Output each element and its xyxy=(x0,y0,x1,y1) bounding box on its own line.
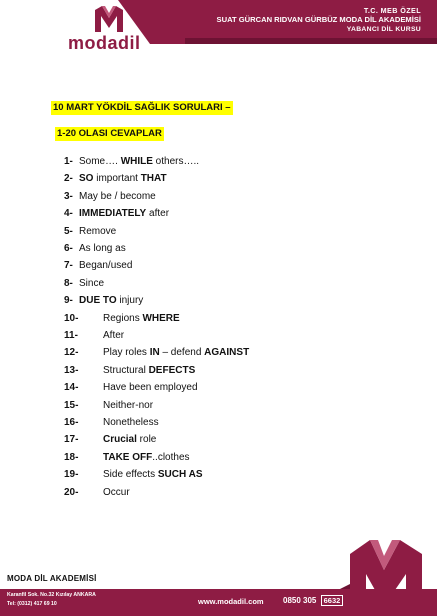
answer-fragment: ..clothes xyxy=(152,451,190,463)
answer-number: 20- xyxy=(64,486,79,498)
phone-box: 6632 xyxy=(321,595,344,606)
phone-prefix: 0850 xyxy=(283,596,301,605)
answer-fragment: Some…. xyxy=(79,156,121,167)
answer-text xyxy=(103,467,203,482)
document-subtitle: 1-20 OLASI CEVAPLAR xyxy=(57,128,162,139)
footer-phone xyxy=(283,595,343,606)
answer-number: 10- xyxy=(64,312,79,324)
answer-fragment: Side effects xyxy=(103,469,158,481)
answer-keyword: THAT xyxy=(140,173,167,185)
answer-number: 12- xyxy=(64,347,79,359)
answer-text xyxy=(79,276,104,291)
answer-fragment: Regions xyxy=(103,312,143,324)
answer-number: 5- xyxy=(64,225,73,237)
answer-number: 6- xyxy=(64,243,73,254)
answer-text xyxy=(79,258,132,273)
answer-fragment: Structural xyxy=(103,364,149,376)
answer-text xyxy=(79,154,199,169)
institution-line-3: YABANCI DİL KURSU xyxy=(346,26,421,33)
answer-keyword: WHILE xyxy=(120,156,153,167)
answer-keyword: IN xyxy=(149,347,160,359)
answer-number: 4- xyxy=(64,208,73,220)
answer-keyword: SUCH AS xyxy=(157,469,203,481)
answer-fragment: Neither-nor xyxy=(103,399,154,411)
answer-fragment: important xyxy=(93,173,141,185)
answer-fragment: After xyxy=(103,330,125,341)
answer-fragment: Occur xyxy=(103,486,130,498)
answer-number: 3- xyxy=(64,190,73,202)
answer-text xyxy=(103,363,195,378)
page-header xyxy=(0,0,437,66)
answer-fragment: after xyxy=(146,208,170,220)
answer-text xyxy=(79,171,167,186)
answer-text xyxy=(103,398,153,413)
answer-text xyxy=(103,328,124,343)
answer-text xyxy=(103,415,159,430)
answer-number: 11- xyxy=(64,330,78,341)
footer-address: Karanfil Sok. No.32 Kızılay ANKARA xyxy=(7,592,96,598)
answer-number: 8- xyxy=(64,277,73,289)
modadil-logo-icon xyxy=(93,4,125,34)
answer-fragment: injury xyxy=(116,295,144,307)
answer-keyword: Crucial xyxy=(103,434,137,446)
answer-keyword: IMMEDIATELY xyxy=(79,208,147,220)
answer-text xyxy=(79,206,169,221)
answer-fragment: – defend xyxy=(159,347,205,359)
answer-fragment: Since xyxy=(79,277,105,289)
answer-number: 14- xyxy=(64,382,79,394)
answer-keyword: DEFECTS xyxy=(148,364,196,376)
answer-fragment: Play roles xyxy=(103,347,150,359)
footer-website-link[interactable]: www.modadil.com xyxy=(198,597,264,606)
answer-text xyxy=(103,432,156,447)
answer-fragment: As long as xyxy=(79,243,126,254)
answer-number: 17- xyxy=(64,434,79,446)
answer-keyword: SO xyxy=(79,173,94,185)
answer-fragment: May be / become xyxy=(79,190,156,202)
answer-text xyxy=(103,311,180,326)
answer-text xyxy=(103,345,249,360)
footer-title: MODA DİL AKADEMİSİ xyxy=(7,574,97,583)
answer-text xyxy=(103,450,190,465)
answer-keyword: WHERE xyxy=(142,312,180,324)
answer-number: 7- xyxy=(64,260,73,272)
answer-number: 2- xyxy=(64,173,73,185)
answer-number: 18- xyxy=(64,451,79,463)
institution-line-2: SUAT GÜRCAN RIDVAN GÜRBÜZ MODA DİL AKADEMİSİ xyxy=(216,15,421,24)
institution-line-1: T.C. MEB ÖZEL xyxy=(363,6,421,15)
answer-number: 1- xyxy=(64,156,73,167)
answer-text xyxy=(79,224,116,239)
answer-number: 13- xyxy=(64,364,79,376)
answer-fragment: Began/used xyxy=(79,260,133,272)
brand-logo-text: modadil xyxy=(68,33,141,53)
phone-mid: 305 xyxy=(303,596,317,605)
document-title: 10 MART YÖKDİL SAĞLIK SORULARI – xyxy=(53,102,231,113)
answer-keyword: DUE TO xyxy=(79,295,117,307)
answer-number: 9- xyxy=(64,295,73,307)
answer-fragment: Have been employed xyxy=(103,382,198,394)
answer-fragment: Nonetheless xyxy=(103,417,159,428)
answer-fragment: others….. xyxy=(152,156,200,167)
answer-text xyxy=(79,293,143,308)
answer-number: 19- xyxy=(64,469,79,481)
answer-fragment: Remove xyxy=(79,225,117,237)
answer-keyword: TAKE OFF xyxy=(103,451,153,463)
answer-number: 15- xyxy=(64,399,79,411)
answer-keyword: AGAINST xyxy=(204,347,250,359)
answer-text xyxy=(103,485,130,500)
header-band-accent xyxy=(185,38,437,44)
answer-number: 16- xyxy=(64,417,79,428)
answer-text xyxy=(79,189,156,204)
answer-text xyxy=(79,241,126,256)
answer-fragment: role xyxy=(136,434,157,446)
answer-text xyxy=(103,380,198,395)
footer-tel: Tel: (0312) 417 69 10 xyxy=(7,601,57,607)
